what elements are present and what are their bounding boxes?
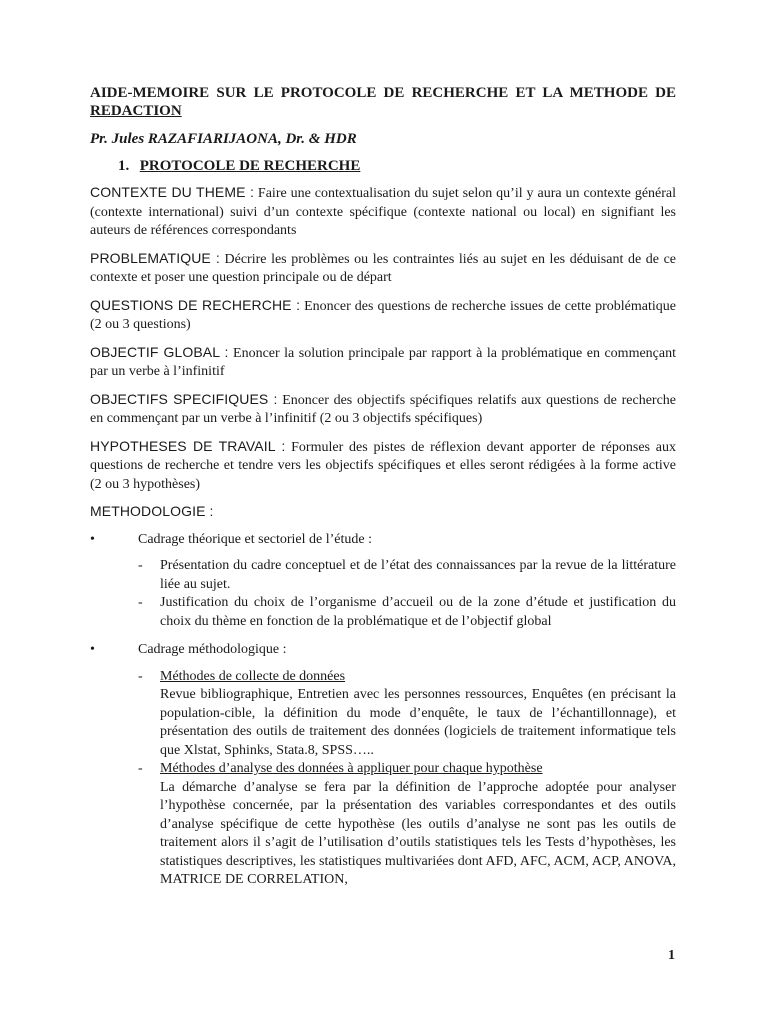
bullet-cadrage-theorique — [90, 531, 676, 550]
bullet-cadrage-methodologique — [90, 641, 676, 660]
paragraph-contexte — [90, 183, 676, 241]
paragraph-text: Formuler des pistes de réflexion devant apporter de réponses aux questions de recherche et tendre vers les objectifs spécifiques et elles seront rédigées à la forme active (2 ou 3 hypothèses) — [90, 439, 676, 492]
list-item-body — [160, 668, 676, 761]
dash-icon: - — [138, 595, 143, 610]
paragraph-text: Enoncer des questions de recherche issues de cette problématique (2 ou 3 questions) — [90, 298, 676, 332]
paragraph-label: PROBLEMATIQUE : — [90, 249, 220, 266]
section-heading — [90, 157, 676, 176]
methodologie-label — [90, 502, 676, 523]
paragraph-label: HYPOTHESES DE TRAVAIL : — [90, 437, 286, 454]
paragraph-text: Enoncer la solution principale par rapport à la problématique en commençant par un verbe à l’infinitif — [90, 345, 676, 379]
page-number: 1 — [668, 948, 675, 963]
dash-icon: - — [138, 761, 143, 776]
bullet-icon: • — [90, 531, 95, 547]
section-number: 1. — [118, 157, 130, 174]
sublist-methodologique — [90, 668, 676, 890]
list-item-heading: Méthodes de collecte de données — [160, 668, 346, 684]
paragraph-label: OBJECTIF GLOBAL : — [90, 343, 229, 360]
document-title — [90, 84, 676, 120]
title-line-2: REDACTION — [90, 103, 182, 119]
paragraph-label: QUESTIONS DE RECHERCHE : — [90, 296, 301, 313]
list-item — [138, 668, 676, 761]
title-line-1: AIDE-MEMOIRE SUR LE PROTOCOLE DE RECHERCHE ET LA METHODE DE — [90, 85, 676, 101]
paragraph-objectif-global — [90, 343, 676, 382]
paragraph-objectifs-specifiques — [90, 390, 676, 429]
document-page — [90, 84, 676, 900]
list-item-text: Revue bibliographique, Entretien avec les personnes ressources, Enquêtes (en précisant la population-cible, la définition du mode d’enquête, le taux de l’échantillonnage), et présentation des outils de traitement des données (logiciels de traitement informatique tels que Xlstat, Sphinks, Stata.8, SPSS….. — [160, 687, 676, 758]
list-item-body — [160, 760, 676, 890]
paragraph-problematique — [90, 249, 676, 288]
section-title: PROTOCOLE DE RECHERCHE — [139, 157, 361, 174]
list-item — [138, 760, 676, 890]
bullet-text: Cadrage théorique et sectoriel de l’étude : — [138, 531, 373, 547]
dash-icon: - — [138, 558, 143, 573]
paragraph-label: CONTEXTE DU THEME : — [90, 184, 254, 200]
list-item — [138, 557, 676, 594]
bullet-text: Cadrage méthodologique : — [138, 642, 287, 657]
sublist-theorique — [90, 557, 676, 631]
paragraph-questions — [90, 296, 676, 335]
bullet-icon: • — [90, 642, 95, 657]
paragraph-text: Décrire les problèmes ou les contraintes liés au sujet en les déduisant de de ce contexte et poser une question principale ou de départ — [90, 251, 676, 285]
paragraph-text: Faire une contextualisation du sujet selon qu’il y aura un contexte général (contexte international) suivi d’un contexte spécifique (contexte national ou local) en signifiant les auteurs de références correspondants — [90, 186, 677, 238]
list-item-text: La démarche d’analyse se fera par la définition de l’approche adoptée pour analyser l’hypothèse concernée, par la présentation des variables correspondantes et des outils d’analyse spécifique de cette hypothèse (les outils d’analyse ne sont pas les outils de traitement alors il s’agit de l’utilisation d’outils statistiques tels les Tests d’hypothèses, les statistiques descriptives, les statistiques multivariées dont AFD, AFC, ACM, ACP, ANOVA, MATRICE DE CORRELATION, — [160, 779, 676, 887]
author-line: Pr. Jules RAZAFIARIJAONA, Dr. & HDR — [90, 131, 357, 147]
list-item — [138, 594, 676, 631]
paragraph-text: Enoncer des objectifs spécifiques relatifs aux questions de recherche en commençant par un verbe à l’infinitif (2 ou 3 objectifs spécifiques) — [90, 392, 676, 426]
list-item-text: Présentation du cadre conceptuel et de l’état des connaissances par la revue de la littérature liée au sujet. — [160, 558, 676, 592]
dash-icon: - — [138, 668, 143, 684]
list-item-heading: Méthodes d’analyse des données à appliquer pour chaque hypothèse — [160, 761, 543, 776]
methodologie-text: METHODOLOGIE : — [90, 503, 214, 519]
list-item-text: Justification du choix de l’organisme d’accueil ou de la zone d’étude et justification du choix du thème en fonction de la problématique et de l’objectif global — [160, 595, 676, 629]
paragraph-hypotheses — [90, 437, 676, 495]
paragraph-label: OBJECTIFS SPECIFIQUES : — [90, 390, 278, 407]
